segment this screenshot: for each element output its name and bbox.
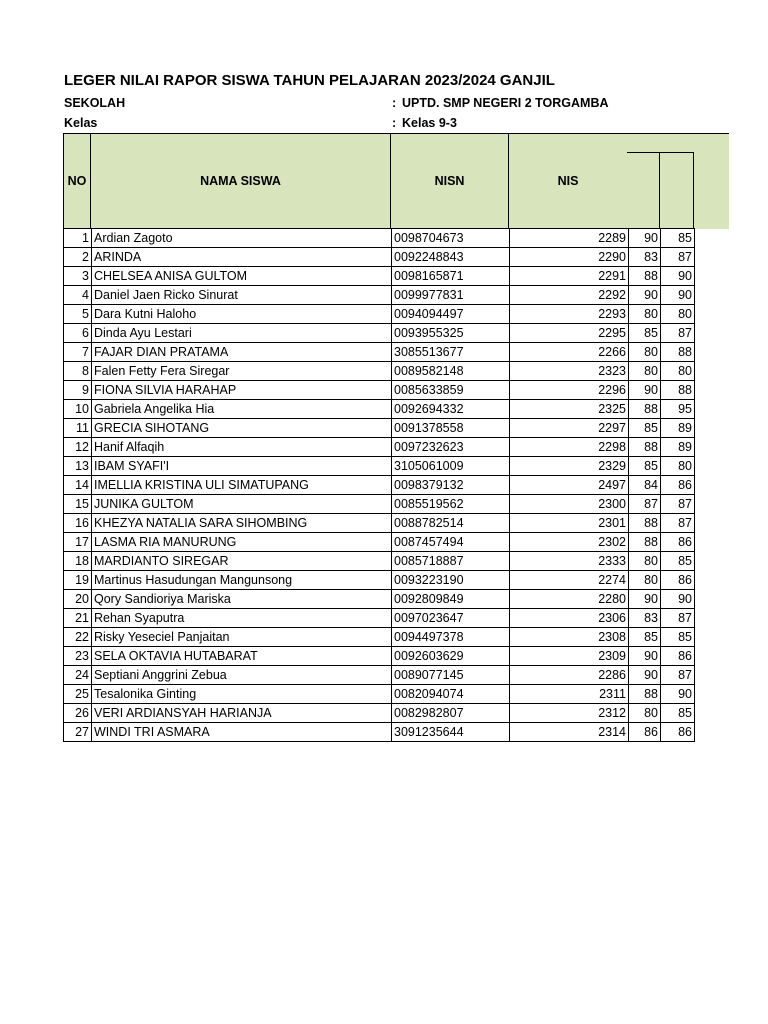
cell-nisn: 0088782514: [392, 514, 510, 533]
cell-nisn: 0092809849: [392, 590, 510, 609]
cell-grade-2: 85: [661, 704, 695, 723]
cell-grade-1: 85: [629, 457, 661, 476]
cell-nis: 2309: [510, 647, 629, 666]
cell-nisn: 0098704673: [392, 229, 510, 248]
cell-nis: 2291: [510, 267, 629, 286]
cell-grade-1: 88: [629, 267, 661, 286]
cell-no: 24: [64, 666, 92, 685]
cell-grade-1: 87: [629, 495, 661, 514]
table-row: [64, 419, 695, 438]
cell-grade-1: 90: [629, 666, 661, 685]
cell-nama: Martinus Hasudungan Mangunsong: [92, 571, 392, 590]
cell-grade-2: 86: [661, 647, 695, 666]
cell-grade-2: 90: [661, 267, 695, 286]
cell-no: 15: [64, 495, 92, 514]
cell-no: 9: [64, 381, 92, 400]
cell-grade-2: 80: [661, 305, 695, 324]
header-grade-group: [627, 133, 729, 229]
table-row: [64, 666, 695, 685]
table-row: [64, 362, 695, 381]
cell-no: 27: [64, 723, 92, 742]
cell-no: 1: [64, 229, 92, 248]
cell-no: 8: [64, 362, 92, 381]
cell-grade-1: 80: [629, 362, 661, 381]
cell-grade-2: 87: [661, 248, 695, 267]
cell-nis: 2286: [510, 666, 629, 685]
cell-grade-1: 90: [629, 590, 661, 609]
cell-grade-2: 86: [661, 533, 695, 552]
table-row: [64, 628, 695, 647]
cell-nisn: 3085513677: [392, 343, 510, 362]
cell-no: 26: [64, 704, 92, 723]
cell-nama: IMELLIA KRISTINA ULI SIMATUPANG: [92, 476, 392, 495]
table-row: [64, 590, 695, 609]
cell-nisn: 3105061009: [392, 457, 510, 476]
cell-nisn: 0099977831: [392, 286, 510, 305]
cell-grade-2: 86: [661, 476, 695, 495]
cell-nama: Gabriela Angelika Hia: [92, 400, 392, 419]
cell-nama: LASMA RIA MANURUNG: [92, 533, 392, 552]
cell-no: 11: [64, 419, 92, 438]
table-row: [64, 248, 695, 267]
cell-nama: VERI ARDIANSYAH HARIANJA: [92, 704, 392, 723]
table-row: [64, 476, 695, 495]
cell-nama: Falen Fetty Fera Siregar: [92, 362, 392, 381]
cell-nis: 2497: [510, 476, 629, 495]
table-row: [64, 514, 695, 533]
cell-nis: 2295: [510, 324, 629, 343]
document-title: LEGER NILAI RAPOR SISWA TAHUN PELAJARAN 2023/2024 GANJIL: [64, 72, 555, 89]
cell-grade-1: 80: [629, 552, 661, 571]
cell-no: 13: [64, 457, 92, 476]
cell-nisn: 0087457494: [392, 533, 510, 552]
cell-grade-2: 85: [661, 628, 695, 647]
cell-nisn: 0089582148: [392, 362, 510, 381]
cell-no: 12: [64, 438, 92, 457]
cell-nama: JUNIKA GULTOM: [92, 495, 392, 514]
cell-no: 14: [64, 476, 92, 495]
cell-nama: CHELSEA ANISA GULTOM: [92, 267, 392, 286]
cell-grade-1: 88: [629, 400, 661, 419]
table-row: [64, 457, 695, 476]
cell-nama: Ardian Zagoto: [92, 229, 392, 248]
table-row: [64, 305, 695, 324]
cell-grade-1: 84: [629, 476, 661, 495]
header-grade-right-border: [693, 152, 694, 229]
cell-grade-1: 86: [629, 723, 661, 742]
cell-nama: Septiani Anggrini Zebua: [92, 666, 392, 685]
cell-grade-1: 80: [629, 305, 661, 324]
cell-nis: 2311: [510, 685, 629, 704]
header-no: NO: [63, 133, 91, 229]
cell-grade-1: 90: [629, 381, 661, 400]
table-row: [64, 343, 695, 362]
table-row: [64, 685, 695, 704]
kelas-value: Kelas 9-3: [402, 116, 457, 130]
cell-grade-2: 89: [661, 419, 695, 438]
cell-nama: GRECIA SIHOTANG: [92, 419, 392, 438]
cell-nisn: 0094094497: [392, 305, 510, 324]
cell-nis: 2314: [510, 723, 629, 742]
table-row: [64, 571, 695, 590]
cell-grade-1: 88: [629, 685, 661, 704]
cell-nama: Daniel Jaen Ricko Sinurat: [92, 286, 392, 305]
table-row: [64, 647, 695, 666]
cell-nis: 2312: [510, 704, 629, 723]
cell-nisn: 0082094074: [392, 685, 510, 704]
cell-nis: 2333: [510, 552, 629, 571]
cell-grade-2: 80: [661, 362, 695, 381]
cell-no: 18: [64, 552, 92, 571]
table-row: [64, 324, 695, 343]
cell-nama: WINDI TRI ASMARA: [92, 723, 392, 742]
cell-nama: Hanif Alfaqih: [92, 438, 392, 457]
cell-no: 6: [64, 324, 92, 343]
cell-no: 22: [64, 628, 92, 647]
cell-nis: 2292: [510, 286, 629, 305]
cell-grade-1: 83: [629, 248, 661, 267]
cell-nis: 2323: [510, 362, 629, 381]
cell-nisn: 0082982807: [392, 704, 510, 723]
table-row: [64, 552, 695, 571]
cell-grade-2: 88: [661, 381, 695, 400]
table-row: [64, 704, 695, 723]
cell-grade-1: 90: [629, 229, 661, 248]
header-grade-divider: [659, 152, 660, 229]
cell-nisn: 0085718887: [392, 552, 510, 571]
cell-nis: 2293: [510, 305, 629, 324]
cell-nama: SELA OKTAVIA HUTABARAT: [92, 647, 392, 666]
cell-grade-2: 87: [661, 666, 695, 685]
cell-nis: 2298: [510, 438, 629, 457]
header-nisn: NISN: [390, 133, 509, 229]
cell-no: 25: [64, 685, 92, 704]
cell-nisn: 0085519562: [392, 495, 510, 514]
cell-no: 2: [64, 248, 92, 267]
cell-nis: 2297: [510, 419, 629, 438]
table-row: [64, 286, 695, 305]
cell-nama: ARINDA: [92, 248, 392, 267]
table-row: [64, 533, 695, 552]
sekolah-label: SEKOLAH: [64, 96, 126, 110]
cell-grade-2: 87: [661, 324, 695, 343]
cell-nis: 2290: [510, 248, 629, 267]
cell-grade-2: 85: [661, 229, 695, 248]
sekolah-value: UPTD. SMP NEGERI 2 TORGAMBA: [402, 96, 609, 110]
table-row: [64, 229, 695, 248]
header-nama: NAMA SISWA: [90, 133, 391, 229]
cell-no: 21: [64, 609, 92, 628]
grades-table: [63, 228, 695, 742]
cell-nisn: 0092603629: [392, 647, 510, 666]
cell-grade-1: 88: [629, 438, 661, 457]
cell-no: 3: [64, 267, 92, 286]
cell-grade-2: 90: [661, 685, 695, 704]
cell-nama: KHEZYA NATALIA SARA SIHOMBING: [92, 514, 392, 533]
cell-grade-2: 90: [661, 590, 695, 609]
table-row: [64, 381, 695, 400]
cell-grade-2: 80: [661, 457, 695, 476]
cell-nama: FAJAR DIAN PRATAMA: [92, 343, 392, 362]
cell-nis: 2280: [510, 590, 629, 609]
cell-no: 23: [64, 647, 92, 666]
cell-grade-2: 87: [661, 514, 695, 533]
cell-nis: 2308: [510, 628, 629, 647]
cell-grade-2: 88: [661, 343, 695, 362]
cell-nisn: 0097232623: [392, 438, 510, 457]
header-grade-top-border: [627, 133, 729, 134]
cell-nis: 2274: [510, 571, 629, 590]
cell-no: 7: [64, 343, 92, 362]
cell-nis: 2300: [510, 495, 629, 514]
table-row: [64, 609, 695, 628]
cell-nisn: 0097023647: [392, 609, 510, 628]
cell-grade-2: 86: [661, 723, 695, 742]
cell-grade-2: 86: [661, 571, 695, 590]
cell-nama: MARDIANTO SIREGAR: [92, 552, 392, 571]
cell-nisn: 0089077145: [392, 666, 510, 685]
cell-nisn: 0092694332: [392, 400, 510, 419]
cell-grade-1: 88: [629, 533, 661, 552]
table-row: [64, 400, 695, 419]
cell-no: 17: [64, 533, 92, 552]
cell-nama: Tesalonika Ginting: [92, 685, 392, 704]
cell-nama: Qory Sandioriya Mariska: [92, 590, 392, 609]
cell-nama: Risky Yeseciel Panjaitan: [92, 628, 392, 647]
cell-grade-1: 85: [629, 628, 661, 647]
cell-nis: 2302: [510, 533, 629, 552]
cell-nis: 2325: [510, 400, 629, 419]
cell-no: 16: [64, 514, 92, 533]
cell-nis: 2329: [510, 457, 629, 476]
cell-no: 10: [64, 400, 92, 419]
cell-nisn: 0091378558: [392, 419, 510, 438]
cell-nisn: 0093955325: [392, 324, 510, 343]
cell-nis: 2301: [510, 514, 629, 533]
cell-nisn: 0098379132: [392, 476, 510, 495]
cell-nama: Dinda Ayu Lestari: [92, 324, 392, 343]
cell-nisn: 0094497378: [392, 628, 510, 647]
cell-grade-2: 85: [661, 552, 695, 571]
table-row: [64, 438, 695, 457]
cell-nis: 2266: [510, 343, 629, 362]
header-nis: NIS: [508, 133, 628, 229]
cell-grade-1: 88: [629, 514, 661, 533]
cell-nama: Rehan Syaputra: [92, 609, 392, 628]
cell-grade-1: 85: [629, 324, 661, 343]
cell-grade-1: 80: [629, 704, 661, 723]
cell-grade-2: 90: [661, 286, 695, 305]
cell-no: 20: [64, 590, 92, 609]
cell-grade-1: 80: [629, 571, 661, 590]
cell-grade-2: 89: [661, 438, 695, 457]
cell-nama: FIONA SILVIA HARAHAP: [92, 381, 392, 400]
cell-no: 19: [64, 571, 92, 590]
cell-nis: 2306: [510, 609, 629, 628]
cell-grade-1: 80: [629, 343, 661, 362]
cell-grade-1: 85: [629, 419, 661, 438]
table-row: [64, 267, 695, 286]
cell-grade-2: 87: [661, 495, 695, 514]
cell-nisn: 3091235644: [392, 723, 510, 742]
cell-nisn: 0098165871: [392, 267, 510, 286]
cell-nis: 2296: [510, 381, 629, 400]
table-row: [64, 495, 695, 514]
sekolah-colon: :: [392, 96, 397, 110]
cell-grade-2: 87: [661, 609, 695, 628]
kelas-colon: :: [392, 116, 397, 130]
kelas-label: Kelas: [64, 116, 98, 130]
cell-nama: Dara Kutni Haloho: [92, 305, 392, 324]
table-row: [64, 723, 695, 742]
cell-no: 4: [64, 286, 92, 305]
cell-no: 5: [64, 305, 92, 324]
cell-nisn: 0092248843: [392, 248, 510, 267]
cell-grade-1: 90: [629, 647, 661, 666]
cell-nisn: 0085633859: [392, 381, 510, 400]
cell-nis: 2289: [510, 229, 629, 248]
cell-grade-1: 83: [629, 609, 661, 628]
cell-nisn: 0093223190: [392, 571, 510, 590]
cell-grade-1: 90: [629, 286, 661, 305]
grades-table-body: [64, 229, 695, 742]
cell-grade-2: 95: [661, 400, 695, 419]
cell-nama: IBAM SYAFI'I: [92, 457, 392, 476]
header-grade-sub-border: [627, 152, 694, 153]
